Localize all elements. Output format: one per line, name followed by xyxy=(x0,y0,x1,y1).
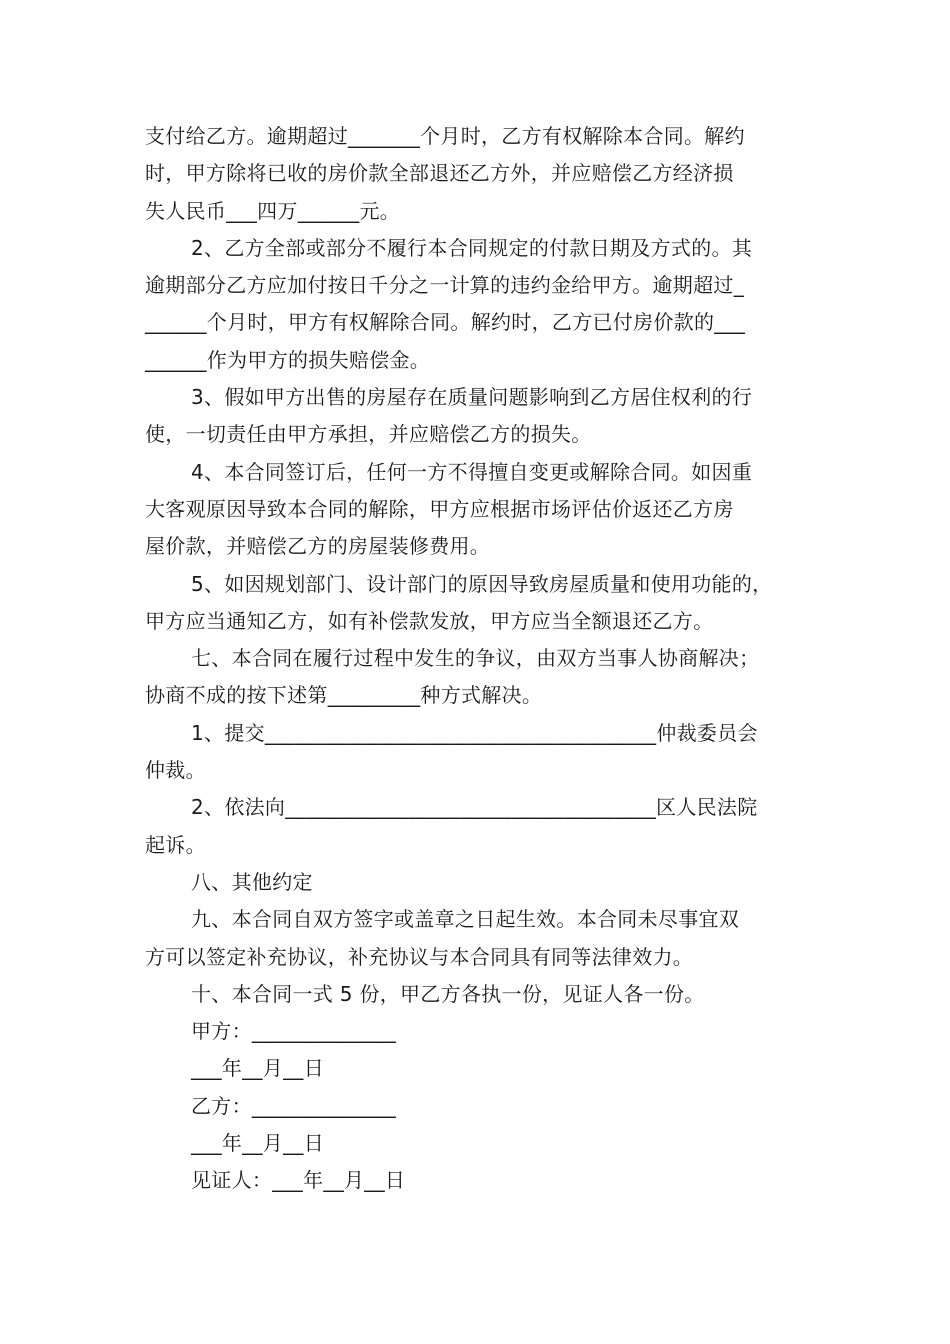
witness-date-line: 见证人：___年__月__日 xyxy=(191,1168,406,1193)
text-line: 3、假如甲方出售的房屋存在质量问题影响到乙方居住权利的行 xyxy=(191,385,753,410)
text-line: 协商不成的按下述第_________种方式解决。 xyxy=(145,683,543,708)
party-a-date-line: ___年__月__日 xyxy=(191,1056,324,1081)
text-line: 九、本合同自双方签字或盖章之日起生效。本合同未尽事宜双 xyxy=(191,907,740,932)
text-line: 时，甲方除将已收的房价款全部退还乙方外，并应赔偿乙方经济损 xyxy=(145,161,734,186)
text-line: 1、提交______________________________________仲裁委员会 xyxy=(191,720,758,745)
text-line: 七、本合同在履行过程中发生的争议，由双方当事人协商解决； xyxy=(191,646,760,671)
party-b-signature-line: 乙方：______________ xyxy=(191,1093,397,1118)
text-line: 4、本合同签订后，任何一方不得擅自变更或解除合同。如因重 xyxy=(191,459,753,484)
text-line: 大客观原因导致本合同的解除，甲方应根据市场评估价返还乙方房 xyxy=(145,496,734,521)
contract-text-body xyxy=(145,118,810,1200)
text-line: 甲方应当通知乙方，如有补偿款发放，甲方应当全额退还乙方。 xyxy=(145,608,714,633)
text-line: 2、乙方全部或部分不履行本合同规定的付款日期及方式的。其 xyxy=(191,235,753,260)
text-line: 起诉。 xyxy=(145,832,206,857)
text-line: 支付给乙方。逾期超过_______个月时，乙方有权解除本合同。解约 xyxy=(145,124,745,148)
text-line: ______作为甲方的损失赔偿金。 xyxy=(145,347,431,372)
text-line: 2、依法向____________________________________区人民法院 xyxy=(191,795,758,820)
party-b-date-line: ___年__月__日 xyxy=(191,1131,324,1156)
text-line: 逾期部分乙方应加付按日千分之一计算的违约金给甲方。逾期超过_ xyxy=(145,273,744,298)
text-line: ______个月时，甲方有权解除合同。解约时，乙方已付房价款的___ xyxy=(145,310,746,335)
text-line: 仲裁。 xyxy=(145,758,206,783)
text-line: 5、如因规划部门、设计部门的原因导致房屋质量和使用功能的， xyxy=(191,571,773,596)
text-line: 使，一切责任由甲方承担，并应赔偿乙方的损失。 xyxy=(145,422,592,447)
party-a-signature-line: 甲方：______________ xyxy=(191,1019,397,1044)
text-line: 方可以签定补充协议，补充协议与本合同具有同等法律效力。 xyxy=(145,944,694,969)
text-line: 失人民币___四万______元。 xyxy=(145,198,401,223)
text-line: 十、本合同一式 5 份，甲乙方各执一份，见证人各一份。 xyxy=(191,981,705,1006)
text-line: 八、其他约定 xyxy=(191,869,313,894)
text-line: 屋价款，并赔偿乙方的房屋装修费用。 xyxy=(145,534,491,559)
